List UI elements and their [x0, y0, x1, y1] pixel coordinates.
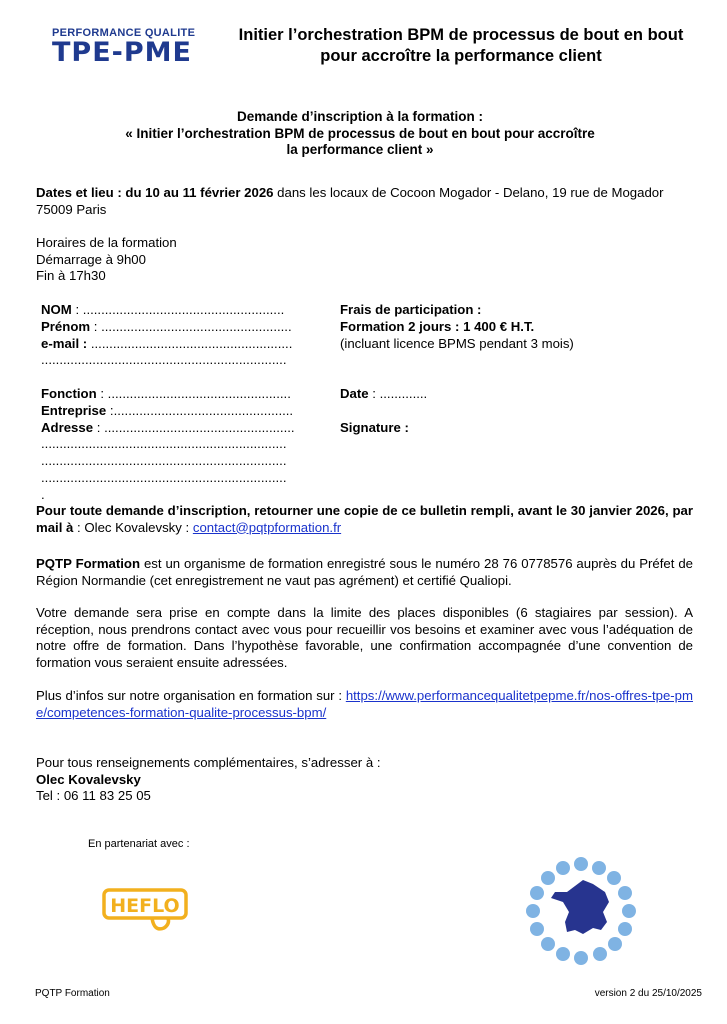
- inscription-bold: Pour toute demande d’inscription, retourner une copie de ce bulletin rempli, avant le 30 janvier 2026, par mail à: [36, 503, 693, 535]
- fees-spacer-3: [340, 403, 670, 420]
- contact-intro: Pour tous renseignements complémentaires, s’adresser à :: [36, 755, 381, 770]
- contact-name: Olec Kovalevsky: [36, 771, 141, 787]
- svg-text:HEFLO: HEFLO: [110, 895, 180, 917]
- field-fonction[interactable]: Fonction : ..................................................: [41, 385, 291, 401]
- logo-main-text: TPE-PME: [52, 37, 192, 68]
- footer-organisation: PQTP Formation: [35, 988, 110, 999]
- contact-tel: Tel : 06 11 83 25 05: [36, 788, 151, 803]
- title-line-2: pour accroître la performance client: [320, 47, 602, 65]
- infos-link[interactable]: https://www.performancequalitetpepme.fr/nos-offres-tpe-pme/competences-formation-qualite-processus-bpm/: [36, 688, 693, 720]
- logo-top-text: PERFORMANCE QUALITE: [52, 27, 196, 39]
- contact-block: [36, 755, 693, 805]
- subtitle-line-2: « Initier l’orchestration BPM de processus de bout en bout pour accroître: [125, 125, 595, 141]
- registration-form: [41, 302, 321, 504]
- subtitle-line-1: Demande d’inscription à la formation :: [236, 109, 484, 124]
- fees-spacer: [340, 352, 670, 369]
- fees-spacer-2: [340, 369, 670, 386]
- heflo-logo: [102, 888, 188, 936]
- field-adresse-line-2[interactable]: ...................................................................: [41, 436, 287, 452]
- field-email[interactable]: e-mail : .......................................................: [41, 335, 293, 351]
- form-spacer: [41, 369, 321, 386]
- infos-paragraph: [36, 688, 693, 721]
- dates-text: dans les locaux de Cocoon Mogador - Delano, 19 rue de Mogador 75009 Paris: [36, 185, 664, 217]
- field-adresse-line-3[interactable]: ...................................................................: [41, 453, 287, 469]
- field-signature[interactable]: Signature :: [340, 419, 409, 435]
- form-trailing-dot: .: [41, 486, 45, 502]
- schedule-block: [36, 235, 693, 285]
- partner-label: En partenariat avec :: [88, 838, 190, 850]
- field-date[interactable]: Date : .............: [340, 385, 428, 401]
- fees-block: [340, 302, 670, 436]
- organisme-paragraph: [36, 556, 693, 589]
- organisme-name: PQTP Formation: [36, 556, 141, 571]
- field-adresse[interactable]: Adresse : ....................................................: [41, 419, 295, 435]
- fees-price: Formation 2 jours : 1 400 € H.T.: [340, 318, 535, 334]
- heflo-logo-icon: [102, 888, 188, 936]
- france-partner-logo: [523, 856, 639, 966]
- fees-note: (incluant licence BPMS pendant 3 mois): [340, 335, 574, 351]
- registration-heading: [60, 109, 660, 159]
- field-nom[interactable]: NOM : .......................................................: [41, 302, 285, 317]
- field-prenom[interactable]: Prénom : ....................................................: [41, 318, 292, 334]
- demande-paragraph: Votre demande sera prise en compte dans la limite des places disponibles (6 stagiaires par session). A réception, nous prendrons contact avec vous pour recueillir vos besoins et examiner avec vous l’adéquation de notre offre de formation. Dans l’hypothèse favorable, une confirmation accompagnée d’une convention de formation vous seraient ensuite adressées.: [36, 605, 693, 670]
- infos-text: Plus d’infos sur notre organisation en formation sur :: [36, 688, 346, 703]
- title-line-1: Initier l’orchestration BPM de processus de bout en bout: [238, 26, 684, 44]
- dates-label: Dates et lieu : du 10 au 11 février 2026: [36, 185, 274, 200]
- inscription-text: : Olec Kovalevsky :: [73, 519, 193, 535]
- schedule-end: Fin à 17h30: [36, 268, 106, 283]
- schedule-title: Horaires de la formation: [36, 235, 177, 250]
- inscription-paragraph: [36, 503, 693, 536]
- fees-title: Frais de participation :: [340, 302, 482, 317]
- footer-version: version 2 du 25/10/2025: [594, 988, 702, 999]
- subtitle-line-3: la performance client »: [286, 142, 434, 157]
- field-email-continued[interactable]: ...................................................................: [41, 352, 287, 368]
- field-adresse-line-4[interactable]: ...................................................................: [41, 469, 287, 485]
- page-title: [220, 25, 702, 67]
- schedule-start: Démarrage à 9h00: [36, 251, 146, 267]
- field-entreprise[interactable]: Entreprise :.................................................: [41, 402, 294, 418]
- france-map-icon: [523, 856, 639, 966]
- dates-paragraph: [36, 185, 693, 218]
- organisme-text: est un organisme de formation enregistré sous le numéro 28 76 0778576 auprès du Préfet de Région Normandie (cet enregistrement ne vaut pas agrément) et certifié Qualiopi.: [36, 556, 693, 588]
- contact-email-link[interactable]: contact@pqtpformation.fr: [192, 519, 342, 535]
